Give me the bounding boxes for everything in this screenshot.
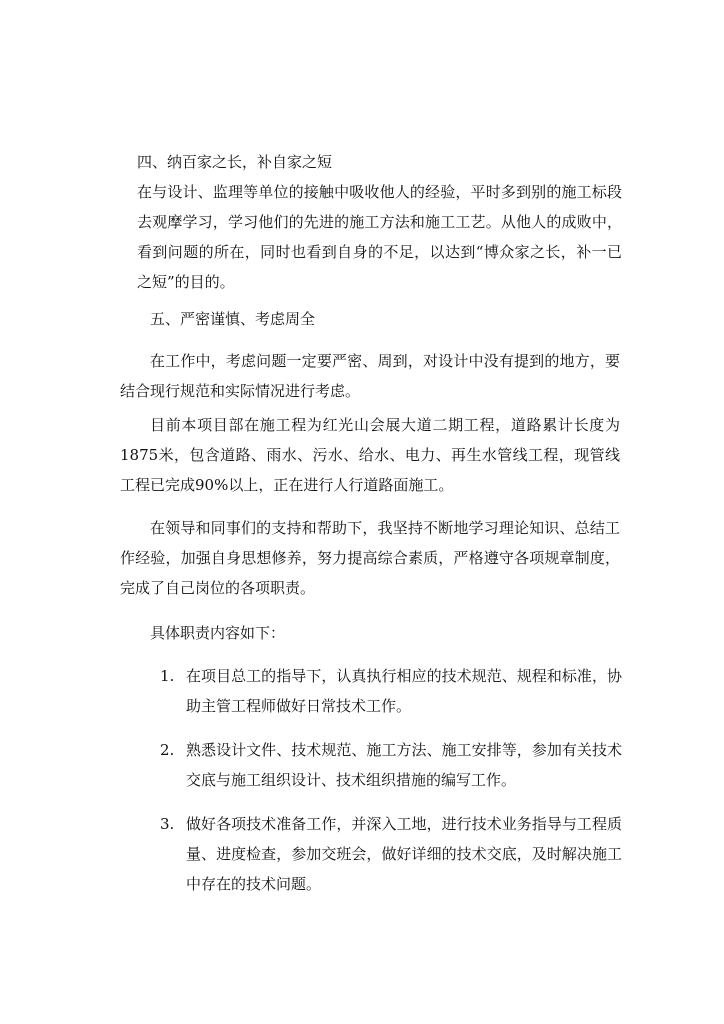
support-paragraph: 在领导和同事们的支持和帮助下，我坚持不断地学习理论知识、总结工作经验，加强自身思想修养，努力提高综合素质，严格遵守各项规章制度，完成了自己岗位的各项职责。 [120,519,620,597]
section4-heading: 四、纳百家之长，补自家之短 [137,153,333,171]
duties-intro: 具体职责内容如下： [150,624,286,642]
section5-heading: 五、严密谨慎、考虑周全 [150,310,316,328]
project-paragraph: 目前本项目部在施工程为红光山会展大道二期工程，道路累计长度为1875米，包含道路、雨水、污水、给水、电力、再生水管线工程，现管线工程已完成90%以上，正在进行人行道路面施工。 [120,416,620,494]
list-item-text: 在项目总工的指导下，认真执行相应的技术规范、规程和标准，协助主管工程师做好日常技术工作。 [186,667,622,715]
list-item-text: 做好各项技术准备工作，并深入工地，进行技术业务指导与工程质量、进度检查，参加交班会，做好详细的技术交底，及时解决施工中存在的技术问题。 [186,815,622,893]
section4-paragraph: 在与设计、监理等单位的接触中吸收他人的经验，平时多到别的施工标段去观摩学习，学习他们的先进的施工方法和施工工艺。从他人的成败中，看到问题的所在，同时也看到自身的不足，以达到“博众家之长，补一已之短”的目的。 [137,183,622,291]
list-item-number: 2. [160,741,175,759]
list-item [160,661,622,721]
list-item [160,735,622,795]
section5-paragraph: 在工作中，考虑问题一定要严密、周到，对设计中没有提到的地方，要结合现行规范和实际情况进行考虑。 [120,352,620,400]
list-item [160,809,622,899]
list-item-number: 1. [160,667,175,685]
list-item-number: 3. [160,815,175,833]
list-item-text: 熟悉设计文件、技术规范、施工方法、施工安排等，参加有关技术交底与施工组织设计、技术组织措施的编写工作。 [186,741,622,789]
